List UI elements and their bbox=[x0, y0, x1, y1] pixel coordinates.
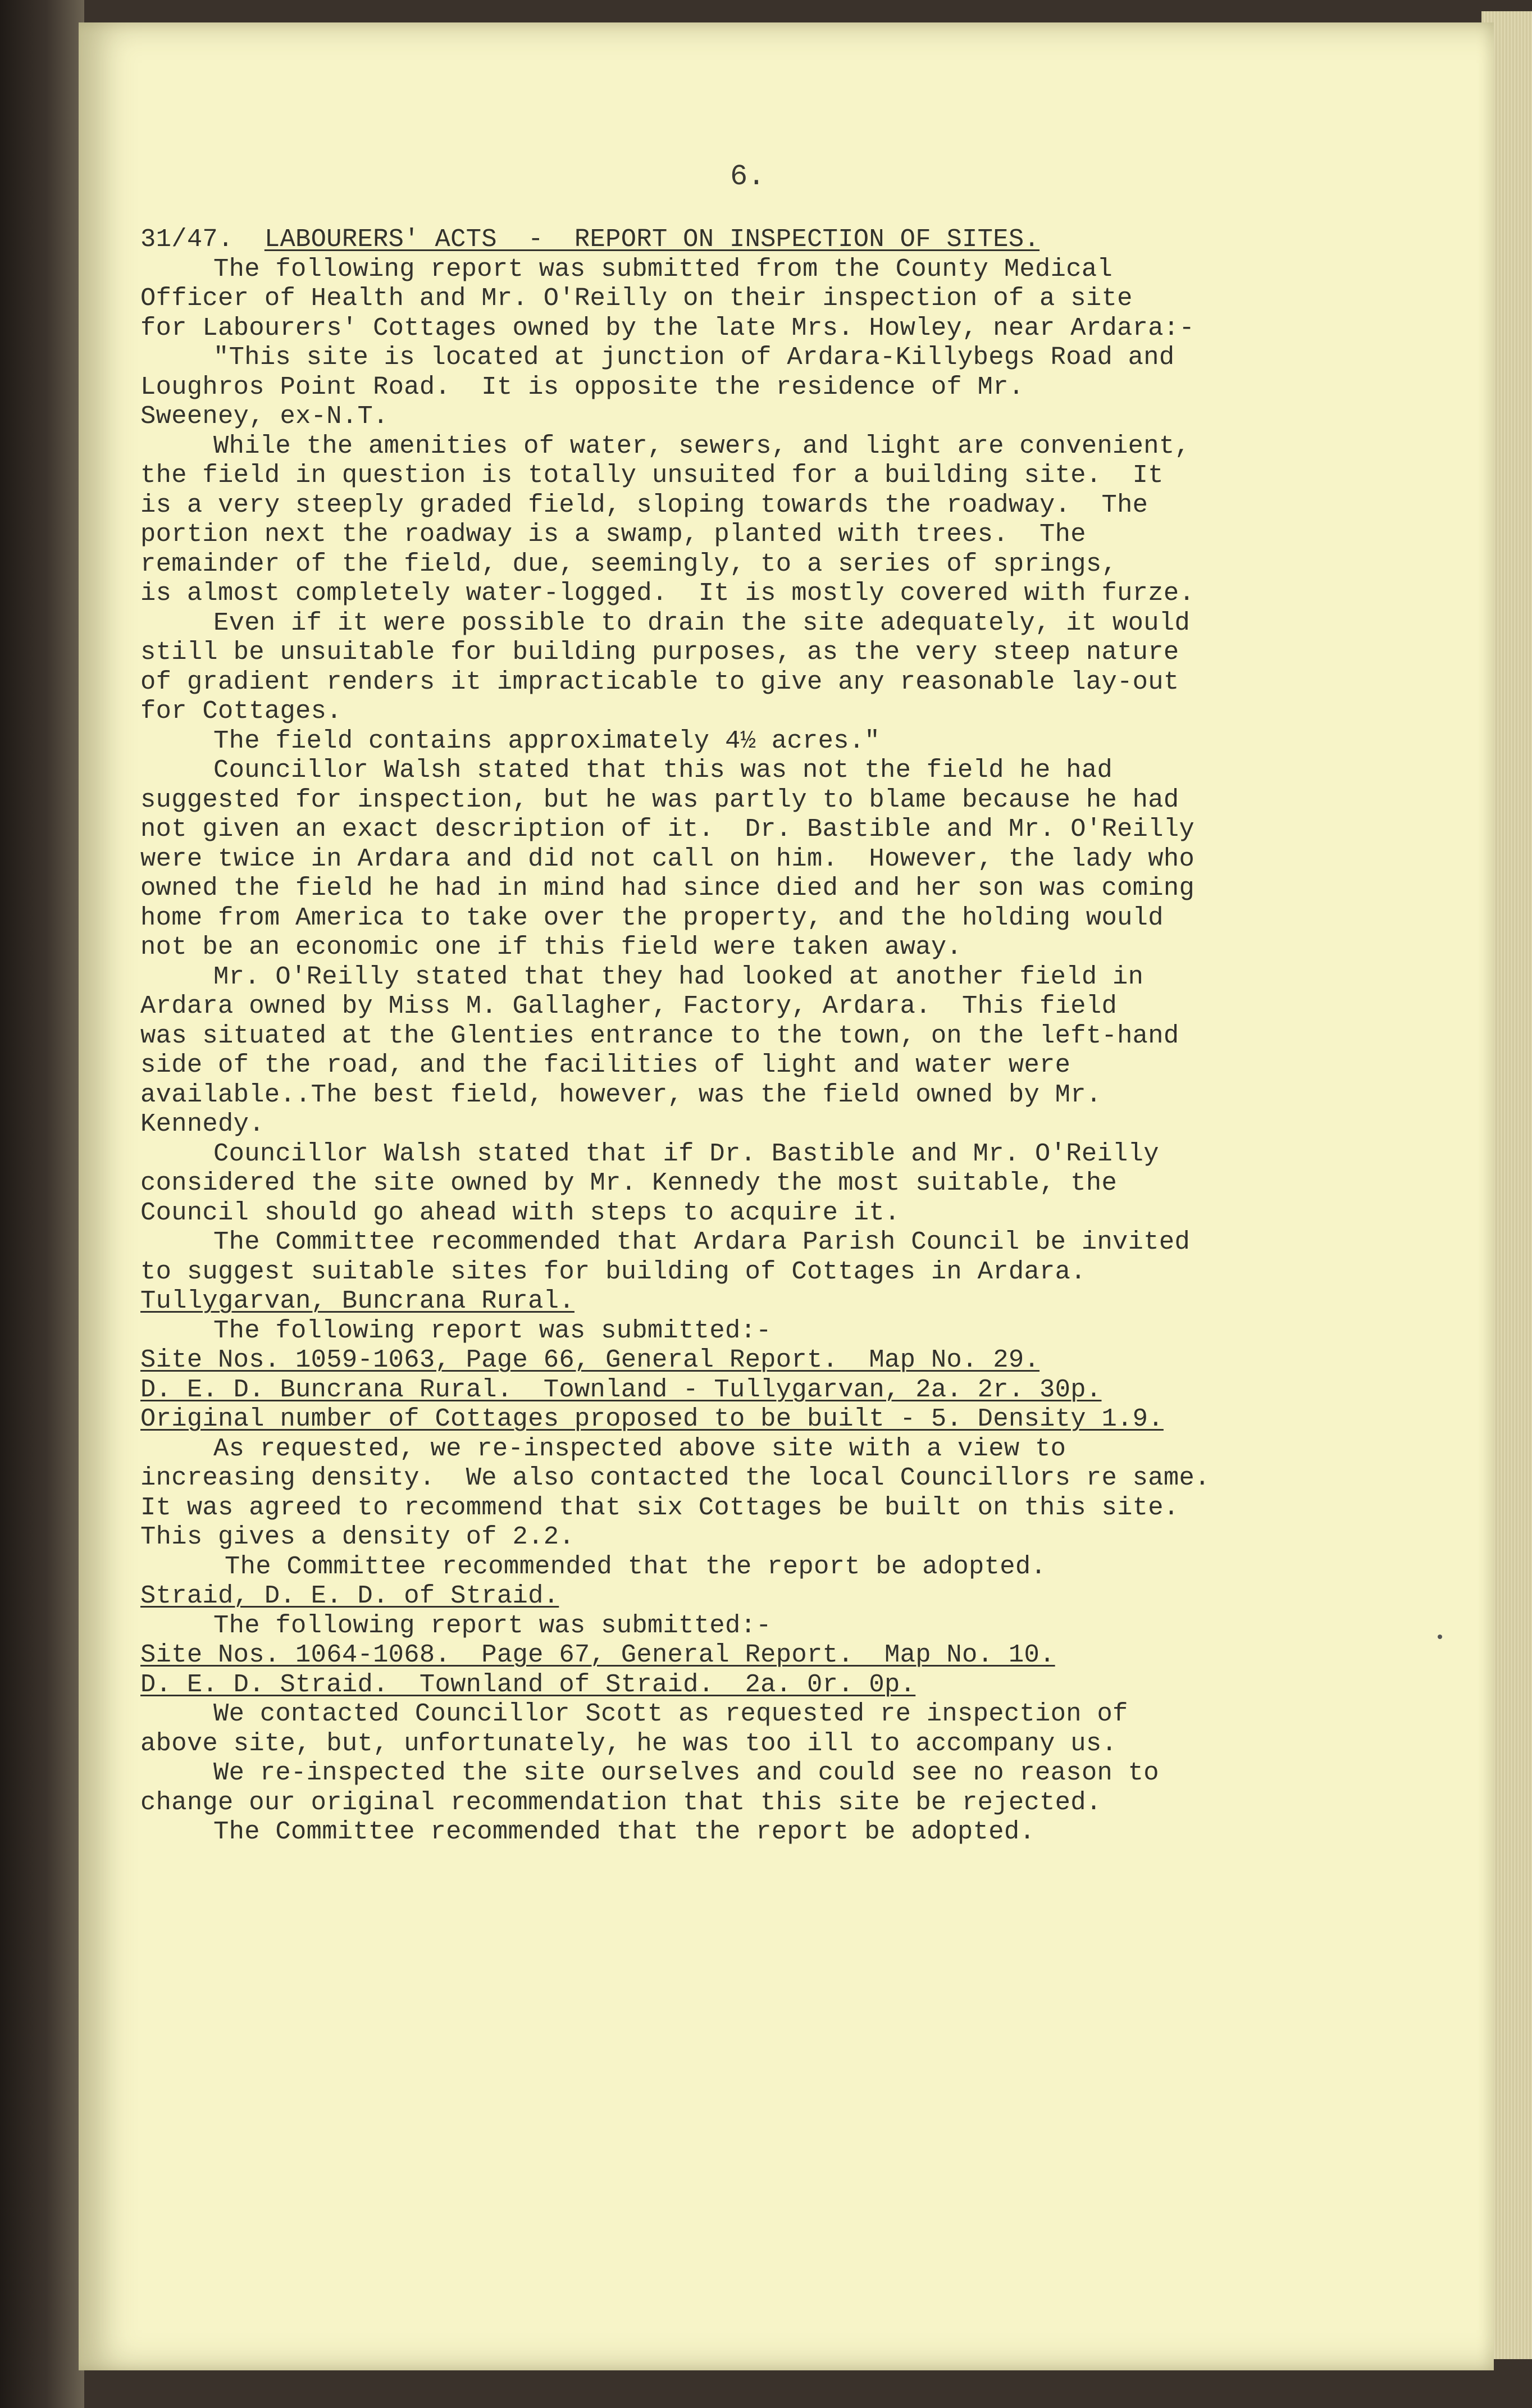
text-line: The following report was submitted:- bbox=[213, 1610, 772, 1640]
text-line: remainder of the field, due, seemingly, to a series of springs, bbox=[140, 549, 1118, 579]
text-line: considered the site owned by Mr. Kennedy the most suitable, the bbox=[140, 1168, 1118, 1198]
text-line: The Committee recommended that the report be adopted. bbox=[213, 1817, 1036, 1846]
text-line: Officer of Health and Mr. O'Reilly on their inspection of a site bbox=[140, 284, 1133, 313]
text-line: D. E. D. Straid. Townland of Straid. 2a. 0r. 0p. bbox=[140, 1669, 916, 1699]
text-line: Straid, D. E. D. of Straid. bbox=[140, 1581, 559, 1610]
text-line: portion next the roadway is a swamp, planted with trees. The bbox=[140, 520, 1086, 549]
text-line: The following report was submitted:- bbox=[213, 1315, 772, 1345]
text-line: were twice in Ardara and did not call on him. However, the lady who bbox=[140, 844, 1195, 873]
text-line: available..The best field, however, was the field owned by Mr. bbox=[140, 1080, 1102, 1109]
text-line bbox=[140, 225, 1410, 254]
text-line: We contacted Councillor Scott as requested re inspection of bbox=[213, 1699, 1128, 1728]
text-line: increasing density. We also contacted the local Councillors re same. bbox=[140, 1463, 1210, 1492]
text-line: of gradient renders it impracticable to give any reasonable lay-out bbox=[140, 667, 1179, 697]
text-line: The following report was submitted from the County Medical bbox=[213, 254, 1113, 284]
text-line: As requested, we re-inspected above site with a view to bbox=[213, 1433, 1066, 1463]
text-line: for Labourers' Cottages owned by the late Mrs. Howley, near Ardara:- bbox=[140, 313, 1195, 343]
text-line: the field in question is totally unsuited for a building site. It bbox=[140, 461, 1164, 490]
text-line: It was agreed to recommend that six Cottages be built on this site. bbox=[140, 1492, 1179, 1522]
text-line: The Committee recommended that Ardara Parish Council be invited bbox=[213, 1227, 1191, 1257]
text-line: The field contains approximately 4½ acres." bbox=[213, 726, 880, 755]
text-line: "This site is located at junction of Ardara-Killybegs Road and bbox=[213, 343, 1175, 372]
text-line: owned the field he had in mind had since died and her son was coming bbox=[140, 873, 1195, 903]
text-line: above site, but, unfortunately, he was too ill to accompany us. bbox=[140, 1728, 1118, 1758]
minute-number: 31/47. bbox=[140, 225, 265, 254]
text-line: not given an exact description of it. Dr. Bastible and Mr. O'Reilly bbox=[140, 814, 1195, 844]
text-line: Councillor Walsh stated that this was not the field he had bbox=[213, 755, 1113, 785]
book-binding bbox=[0, 0, 84, 2408]
text-line: The Committee recommended that the report be adopted. bbox=[225, 1551, 1047, 1581]
text-line: Councillor Walsh stated that if Dr. Bastible and Mr. O'Reilly bbox=[213, 1139, 1159, 1168]
text-line: Kennedy. bbox=[140, 1109, 265, 1139]
text-line: This gives a density of 2.2. bbox=[140, 1522, 574, 1551]
text-line: side of the road, and the facilities of light and water were bbox=[140, 1050, 1071, 1080]
text-line: Original number of Cottages proposed to be built - 5. Density 1.9. bbox=[140, 1404, 1164, 1433]
text-line: to suggest suitable sites for building of Cottages in Ardara. bbox=[140, 1257, 1086, 1286]
text-line: suggested for inspection, but he was partly to blame because he had bbox=[140, 785, 1179, 814]
typed-text-body bbox=[140, 225, 1410, 1847]
text-line: D. E. D. Buncrana Rural. Townland - Tullygarvan, 2a. 2r. 30p. bbox=[140, 1374, 1102, 1404]
text-line: was situated at the Glenties entrance to the town, on the left-hand bbox=[140, 1021, 1179, 1050]
text-line: Site Nos. 1059-1063, Page 66, General Report. Map No. 29. bbox=[140, 1345, 1040, 1374]
text-line: Ardara owned by Miss M. Gallagher, Factory, Ardara. This field bbox=[140, 991, 1118, 1021]
text-line: for Cottages. bbox=[140, 697, 342, 726]
text-line: While the amenities of water, sewers, and light are convenient, bbox=[213, 431, 1191, 461]
page-number: 6. bbox=[730, 160, 765, 193]
text-line: Even if it were possible to drain the site adequately, it would bbox=[213, 608, 1191, 638]
ink-mark bbox=[1438, 1635, 1442, 1639]
text-line: Loughros Point Road. It is opposite the residence of Mr. bbox=[140, 372, 1024, 402]
text-line: is almost completely water-logged. It is mostly covered with furze. bbox=[140, 579, 1195, 608]
text-line: home from America to take over the property, and the holding would bbox=[140, 903, 1164, 932]
page bbox=[79, 22, 1494, 2370]
text-line: still be unsuitable for building purposes, as the very steep nature bbox=[140, 638, 1179, 667]
text-line: Sweeney, ex-N.T. bbox=[140, 402, 389, 431]
text-line: is a very steeply graded field, sloping towards the roadway. The bbox=[140, 490, 1148, 520]
text-line: Mr. O'Reilly stated that they had looked at another field in bbox=[213, 962, 1144, 991]
text-line: Council should go ahead with steps to acquire it. bbox=[140, 1198, 900, 1227]
text-line: Tullygarvan, Buncrana Rural. bbox=[140, 1286, 574, 1315]
text-line: Site Nos. 1064-1068. Page 67, General Report. Map No. 10. bbox=[140, 1640, 1055, 1669]
section-heading: LABOURERS' ACTS - REPORT ON INSPECTION OF SITES. bbox=[264, 225, 1040, 254]
text-line: We re-inspected the site ourselves and could see no reason to bbox=[213, 1758, 1159, 1787]
text-line: change our original recommendation that this site be rejected. bbox=[140, 1787, 1102, 1817]
text-line: not be an economic one if this field were taken away. bbox=[140, 932, 963, 962]
